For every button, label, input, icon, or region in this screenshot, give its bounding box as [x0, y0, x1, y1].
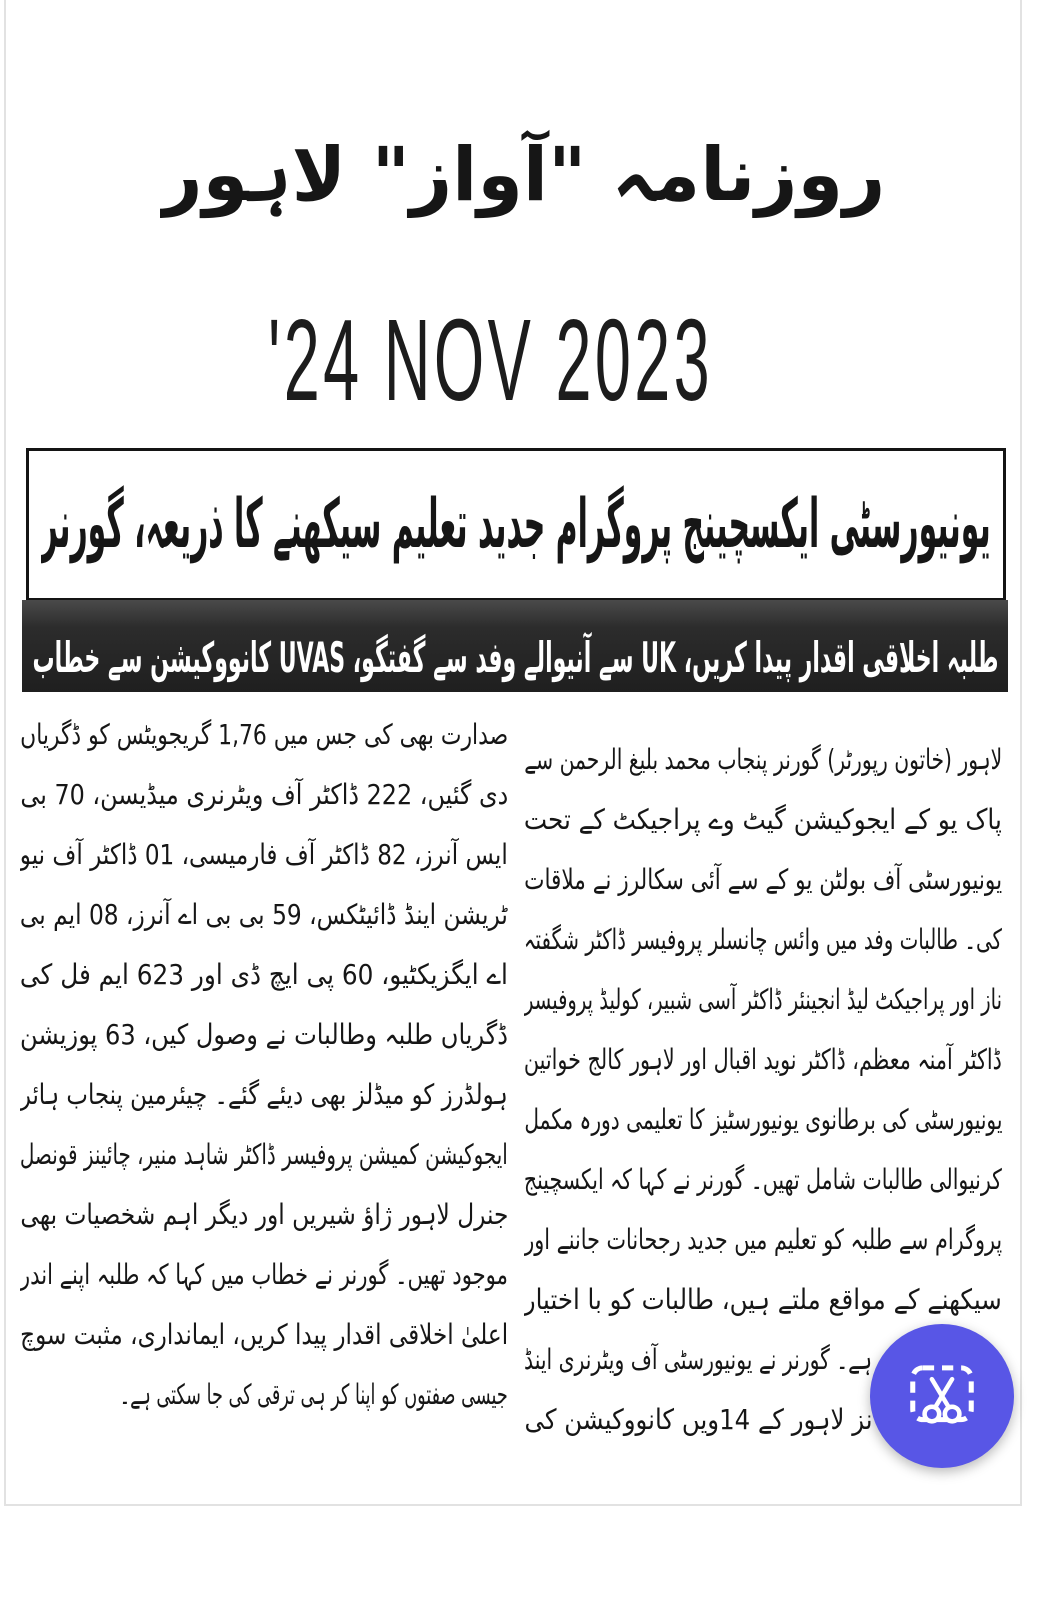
body-line-text: سیکھنے کے مواقع ملتے ہیں، طالبات کو با اختیار: [524, 1283, 1002, 1316]
body-line: [20, 885, 508, 945]
screenshot-fab-button[interactable]: [870, 1324, 1014, 1468]
body-line-text: ٹریشن اینڈ ڈائیٹکس، 59 بی بی اے آنرز، 08 ایم بی: [20, 898, 508, 931]
body-line-text: ڈاکٹر آمنہ معظم، ڈاکٹر نوید اقبال اور لاہور کالج خواتین: [524, 1043, 1002, 1076]
body-line: [20, 765, 508, 825]
body-line: [524, 970, 1002, 1030]
body-line-text: لاہور (خاتون رپورٹر) گورنر پنجاب محمد بلیغ الرحمن سے: [524, 743, 1002, 776]
body-line-text: اعلیٰ اخلاقی اقدار پیدا کریں، ایمانداری، مثبت سوچ: [20, 1318, 508, 1351]
body-line: [524, 1150, 1002, 1210]
body-line: [20, 945, 508, 1005]
body-line: [524, 850, 1002, 910]
body-line: [20, 705, 508, 765]
body-line: [524, 910, 1002, 970]
body-line: [20, 1005, 508, 1065]
screenshot-scissors-icon: [906, 1360, 978, 1432]
body-line: [20, 1185, 508, 1245]
headline: [41, 469, 991, 581]
body-line-text: ڈگریاں طلبہ وطالبات نے وصول کیں، 63 پوزیشن: [20, 1018, 508, 1051]
date-text: '24 NOV 2023: [268, 305, 713, 415]
body-line: [524, 1210, 1002, 1270]
body-line-text: ایس آنرز، 82 ڈاکٹر آف فارمیسی، 01 ڈاکٹر آف نیو: [20, 838, 508, 871]
body-line: [20, 1125, 508, 1185]
body-line-text: یونیورسٹی آف بولٹن یو کے سے آئی سکالرز نے ملاقات: [524, 863, 1002, 896]
subheadline: [32, 626, 998, 690]
body-line-text: دی گئیں، 222 ڈاکٹر آف ویٹرنری میڈیسن، 70 بی: [20, 778, 508, 811]
body-line-text: موجود تھیں۔ گورنر نے خطاب میں کہا کہ طلبہ اپنے اندر: [20, 1258, 508, 1291]
newspaper-masthead: [160, 125, 885, 225]
clipping-date-stamp: [268, 305, 713, 415]
body-line: [20, 1305, 508, 1365]
body-line: [120, 1365, 508, 1425]
body-line: [524, 1090, 1002, 1150]
body-line: [20, 1245, 508, 1305]
body-line: [524, 730, 1002, 790]
body-line-text: جنرل لاہور ژاؤ شیریں اور دیگر اہم شخصیات بھی: [20, 1198, 508, 1231]
body-line-text: ہولڈرز کو میڈلز بھی دیئے گئے۔ چیئرمین پنجاب ہائر: [20, 1078, 508, 1111]
subheadline-bar: [22, 600, 1008, 692]
body-line-text: جیسی صفتوں کو اپنا کر ہی ترقی کی جا سکتی ہے۔: [120, 1378, 508, 1411]
body-line: [524, 1270, 1002, 1330]
body-line-text: ایجوکیشن کمیشن پروفیسر ڈاکٹر شاہد منیر، چائینز قونصل: [20, 1138, 508, 1171]
body-line: [20, 825, 508, 885]
body-line-text: ہے۔ گورنر نے یونیورسٹی آف ویٹرنری اینڈ: [524, 1343, 872, 1376]
body-line-text: کی۔ طالبات وفد میں وائس چانسلر پروفیسر ڈاکٹر شگفتہ: [524, 923, 1002, 956]
subheadline-text: طلبہ اخلاقی اقدار پیدا کریں، UK سے آنیوالے وفد سے گفتگو، UVAS کانووکیشن سے خطاب: [32, 633, 998, 682]
masthead-title: روزنامہ "آواز" لاہور: [160, 132, 885, 218]
body-line: [524, 1030, 1002, 1090]
article-column-left: [20, 705, 508, 1425]
body-line-text: یونیورسٹی کی برطانوی یونیورسٹیز کا تعلیمی دورہ مکمل: [524, 1103, 1002, 1136]
body-line-text: پروگرام سے طلبہ کو تعلیم میں جدید رجحانات جاننے اور: [524, 1223, 1002, 1256]
body-line-text: پاک یو کے ایجوکیشن گیٹ وے پراجیکٹ کے تحت: [524, 803, 1002, 836]
body-line: [524, 790, 1002, 850]
body-line-text: ناز اور پراجیکٹ لیڈ انجینئر ڈاکٹر آسی شبیر، کولیڈ پروفیسر: [524, 983, 1002, 1016]
body-line-text: اے ایگزیکٹیو، 60 پی ایچ ڈی اور 623 ایم فل کی: [20, 958, 508, 991]
body-line-text: صدارت بھی کی جس میں 1,76 گریجویٹس کو ڈگریاں: [20, 718, 508, 751]
body-line: [20, 1065, 508, 1125]
headline-box: [26, 448, 1006, 601]
headline-text: یونیورسٹی ایکسچینج پروگرام جدید تعلیم سیکھنے کا ذریعہ، گورنر: [41, 485, 991, 564]
body-line-text: کرنیوالی طالبات شامل تھیں۔ گورنر نے کہا کہ ایکسچینج: [524, 1163, 1002, 1196]
body-line-text: نز لاہور کے 14ویں کانووکیشن کی: [524, 1403, 872, 1436]
